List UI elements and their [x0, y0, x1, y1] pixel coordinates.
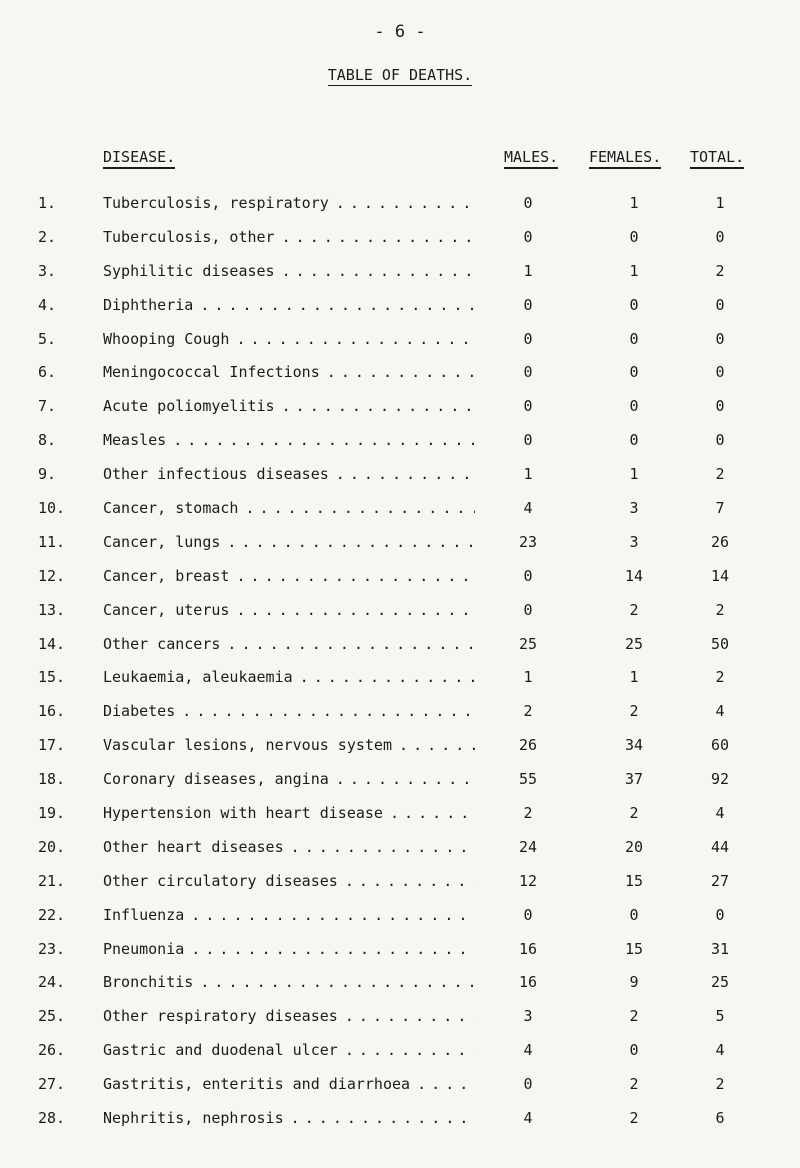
males-count: 0 [523, 227, 533, 246]
males-count: 0 [523, 566, 533, 585]
females-count: 20 [624, 837, 644, 856]
total-count: 14 [710, 566, 730, 585]
row-number: 17. [38, 736, 66, 755]
females-count: 0 [629, 363, 639, 382]
row-number: 1. [38, 194, 57, 212]
males-count: 0 [523, 905, 533, 924]
males-count: 12 [518, 871, 538, 890]
row-number: 6. [38, 363, 57, 382]
disease-name: Cancer, uterus . . . [103, 600, 475, 620]
disease-name: Tuberculosis, respiratory . . . [103, 193, 475, 213]
row-number: 3. [38, 261, 57, 280]
males-count: 23 [518, 532, 538, 551]
row-number: 24. [38, 973, 66, 992]
total-count: 5 [715, 1007, 725, 1026]
disease-name: Diabetes . . . [103, 701, 475, 721]
table-row [0, 193, 800, 227]
row-number: 2. [38, 227, 57, 246]
total-count: 2 [715, 1075, 725, 1094]
table-title-text: TABLE OF DEATHS. [327, 66, 473, 84]
disease-name: Meningococcal Infections . . . [103, 362, 475, 382]
disease-name: Other infectious diseases . . . [103, 464, 475, 484]
header-total: TOTAL. [690, 148, 744, 166]
row-number: 12. [38, 566, 66, 585]
males-count: 16 [518, 973, 538, 992]
males-count: 2 [523, 702, 533, 721]
females-count: 2 [629, 702, 639, 721]
females-count: 0 [629, 905, 639, 924]
row-number: 22. [38, 905, 66, 924]
males-count: 0 [523, 1075, 533, 1094]
disease-name: Gastric and duodenal ulcer . . . [103, 1040, 475, 1060]
females-count: 2 [629, 1007, 639, 1026]
males-count: 0 [523, 600, 533, 619]
total-count: 50 [710, 634, 730, 653]
total-count: 2 [715, 600, 725, 619]
disease-name: Bronchitis . . . [103, 972, 475, 992]
females-count: 2 [629, 1109, 639, 1128]
table-row [0, 803, 800, 837]
row-number: 15. [38, 668, 66, 687]
row-number: 16. [38, 702, 66, 721]
females-count: 25 [624, 634, 644, 653]
header-disease: DISEASE. [103, 148, 175, 166]
females-count: 9 [629, 973, 639, 992]
total-count: 0 [715, 329, 725, 348]
females-count: 2 [629, 600, 639, 619]
males-count: 0 [523, 194, 533, 212]
total-count: 27 [710, 871, 730, 890]
table-row [0, 667, 800, 701]
total-count: 0 [715, 431, 725, 450]
males-count: 25 [518, 634, 538, 653]
total-count: 0 [715, 363, 725, 382]
disease-name: Tuberculosis, other . . . [103, 227, 475, 247]
row-number: 5. [38, 329, 57, 348]
row-number: 28. [38, 1109, 66, 1128]
row-number: 21. [38, 871, 66, 890]
females-count: 34 [624, 736, 644, 755]
males-count: 0 [523, 431, 533, 450]
females-count: 2 [629, 804, 639, 823]
table-row [0, 362, 800, 396]
total-count: 6 [715, 1109, 725, 1128]
females-count: 0 [629, 227, 639, 246]
males-count: 0 [523, 397, 533, 416]
row-number: 19. [38, 804, 66, 823]
females-count: 0 [629, 397, 639, 416]
table-row [0, 1108, 800, 1142]
table-row [0, 905, 800, 939]
row-number: 8. [38, 431, 57, 450]
females-count: 15 [624, 871, 644, 890]
disease-name: Pneumonia . . . [103, 939, 475, 959]
table-row [0, 701, 800, 735]
table-row [0, 498, 800, 532]
table-row [0, 1006, 800, 1040]
table-row [0, 735, 800, 769]
total-count: 0 [715, 397, 725, 416]
table-row [0, 396, 800, 430]
total-count: 92 [710, 770, 730, 789]
row-number: 7. [38, 397, 57, 416]
males-count: 0 [523, 329, 533, 348]
females-count: 0 [629, 431, 639, 450]
disease-name: Measles . . . [103, 430, 475, 450]
row-number: 25. [38, 1007, 66, 1026]
females-count: 0 [629, 1041, 639, 1060]
males-count: 4 [523, 1109, 533, 1128]
table-title [0, 66, 800, 84]
disease-name: Vascular lesions, nervous system . . . [103, 735, 475, 755]
table-row [0, 464, 800, 498]
disease-name: Acute poliomyelitis . . . [103, 396, 475, 416]
total-count: 26 [710, 532, 730, 551]
table-row [0, 430, 800, 464]
total-count: 2 [715, 261, 725, 280]
row-number: 20. [38, 837, 66, 856]
males-count: 1 [523, 261, 533, 280]
disease-name: Cancer, lungs . . . [103, 532, 475, 552]
table-row [0, 227, 800, 261]
disease-name: Other heart diseases . . . [103, 837, 475, 857]
males-count: 4 [523, 1041, 533, 1060]
disease-name: Nephritis, nephrosis . . . [103, 1108, 475, 1128]
males-count: 1 [523, 668, 533, 687]
total-count: 2 [715, 668, 725, 687]
total-count: 1 [715, 194, 725, 212]
males-count: 24 [518, 837, 538, 856]
disease-name: Coronary diseases, angina . . . [103, 769, 475, 789]
disease-name: Diphtheria . . . [103, 295, 475, 315]
page-number: - 6 - [374, 22, 426, 42]
total-count: 44 [710, 837, 730, 856]
header-females: FEMALES. [589, 148, 661, 166]
total-count: 4 [715, 702, 725, 721]
total-count: 0 [715, 905, 725, 924]
row-number: 4. [38, 295, 57, 314]
table-row [0, 871, 800, 905]
row-number: 11. [38, 532, 66, 551]
table-row [0, 1040, 800, 1074]
disease-name: Syphilitic diseases . . . [103, 261, 475, 281]
males-count: 1 [523, 465, 533, 484]
females-count: 1 [629, 194, 639, 212]
total-count: 2 [715, 465, 725, 484]
females-count: 37 [624, 770, 644, 789]
males-count: 16 [518, 939, 538, 958]
disease-name: Gastritis, enteritis and diarrhoea . . . [103, 1074, 475, 1094]
disease-name: Influenza . . . [103, 905, 475, 925]
females-count: 1 [629, 465, 639, 484]
total-count: 0 [715, 227, 725, 246]
females-count: 1 [629, 668, 639, 687]
males-count: 4 [523, 499, 533, 518]
total-count: 60 [710, 736, 730, 755]
males-count: 3 [523, 1007, 533, 1026]
males-count: 0 [523, 295, 533, 314]
table-row [0, 939, 800, 973]
females-count: 2 [629, 1075, 639, 1094]
header-males: MALES. [504, 148, 558, 166]
total-count: 4 [715, 804, 725, 823]
row-number: 10. [38, 499, 66, 518]
females-count: 1 [629, 261, 639, 280]
males-count: 55 [518, 770, 538, 789]
row-number: 26. [38, 1041, 66, 1060]
table-row [0, 837, 800, 871]
deaths-table [0, 193, 800, 1142]
table-row [0, 329, 800, 363]
total-count: 25 [710, 973, 730, 992]
males-count: 26 [518, 736, 538, 755]
table-row [0, 295, 800, 329]
females-count: 0 [629, 329, 639, 348]
table-row [0, 769, 800, 803]
row-number: 27. [38, 1075, 66, 1094]
disease-name: Whooping Cough . . . [103, 329, 475, 349]
females-count: 0 [629, 295, 639, 314]
disease-name: Leukaemia, aleukaemia . . . [103, 667, 475, 687]
row-number: 13. [38, 600, 66, 619]
table-row [0, 566, 800, 600]
total-count: 0 [715, 295, 725, 314]
disease-name: Hypertension with heart disease . . . [103, 803, 475, 823]
males-count: 2 [523, 804, 533, 823]
disease-name: Cancer, breast . . . [103, 566, 475, 586]
row-number: 9. [38, 465, 57, 484]
row-number: 18. [38, 770, 66, 789]
row-number: 14. [38, 634, 66, 653]
table-row [0, 261, 800, 295]
total-count: 7 [715, 499, 725, 518]
females-count: 15 [624, 939, 644, 958]
table-row [0, 1074, 800, 1108]
table-row [0, 634, 800, 668]
females-count: 3 [629, 499, 639, 518]
males-count: 0 [523, 363, 533, 382]
row-number: 23. [38, 939, 66, 958]
disease-name: Other circulatory diseases . . . [103, 871, 475, 891]
disease-name: Other respiratory diseases . . . [103, 1006, 475, 1026]
disease-name: Other cancers . . . [103, 634, 475, 654]
total-count: 4 [715, 1041, 725, 1060]
table-row [0, 600, 800, 634]
table-row [0, 972, 800, 1006]
table-row [0, 532, 800, 566]
females-count: 14 [624, 566, 644, 585]
females-count: 3 [629, 532, 639, 551]
disease-name: Cancer, stomach . . . [103, 498, 475, 518]
total-count: 31 [710, 939, 730, 958]
